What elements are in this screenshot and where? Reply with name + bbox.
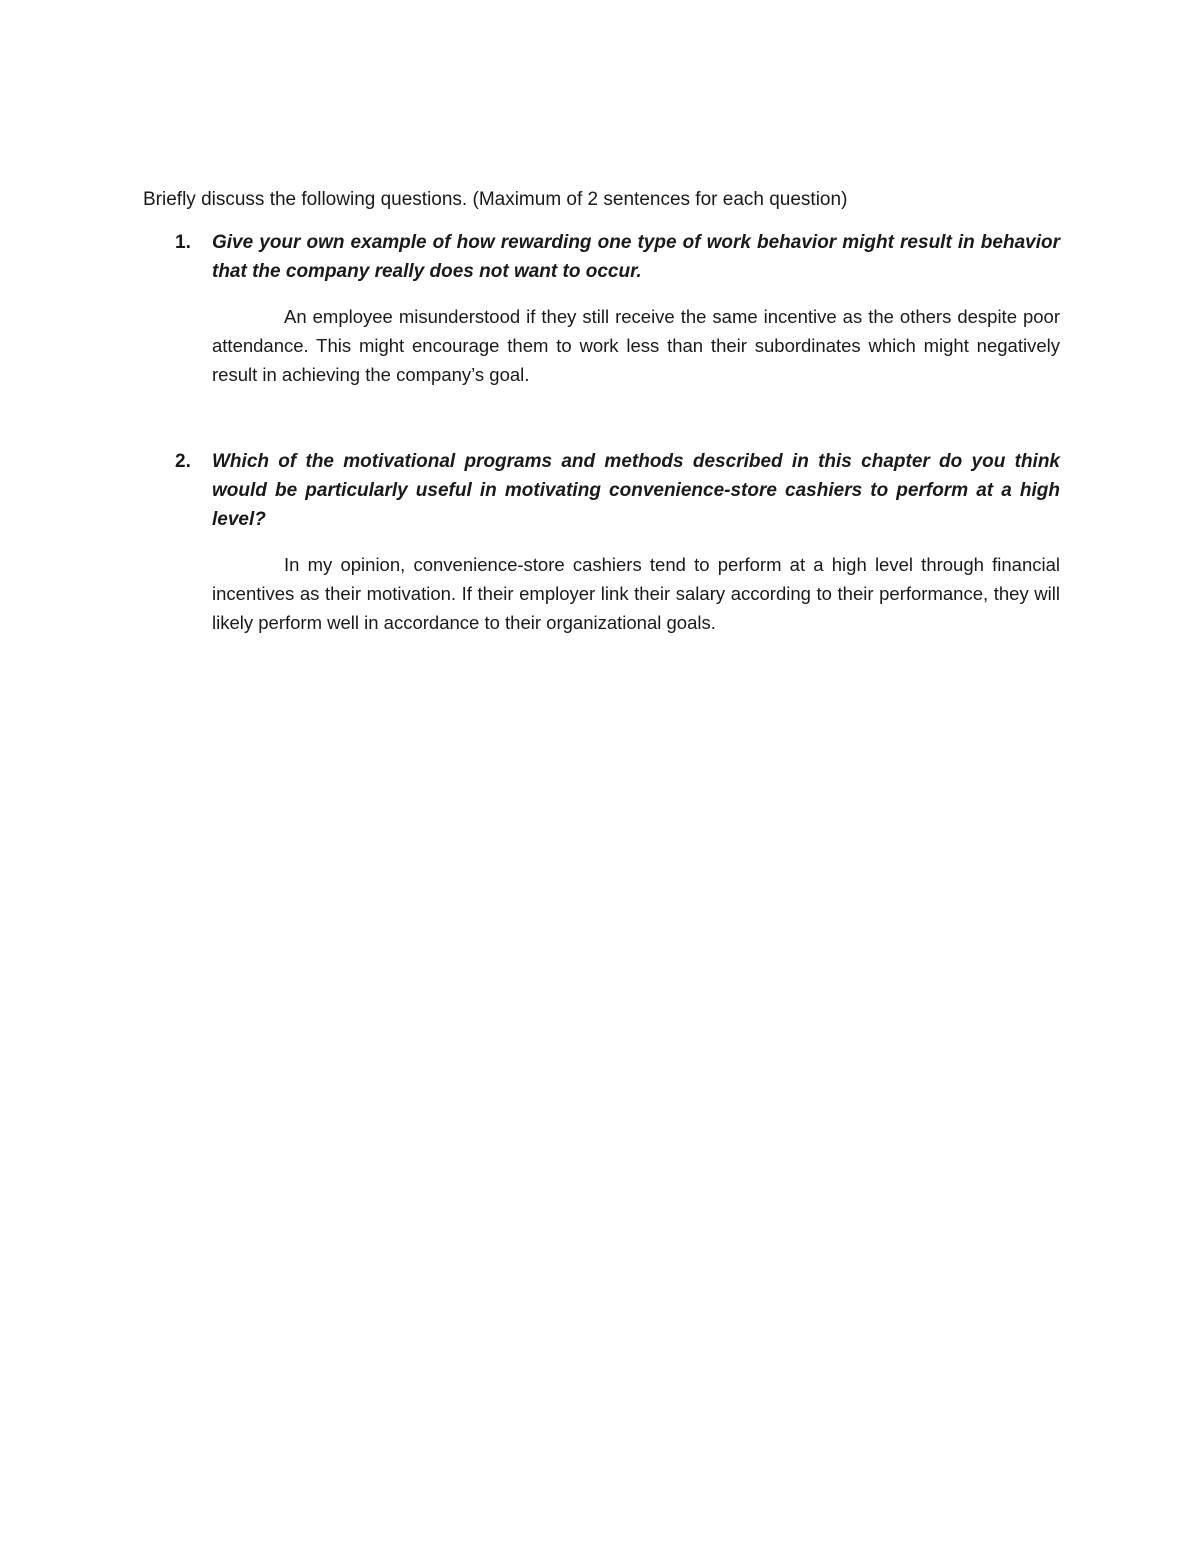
- answer-text-1: An employee misunderstood if they still receive the same incentive as the others despite poor attendance. This might encourage them to work less than their subordinates which might negatively result in achieving the company’s goal.: [212, 306, 1060, 385]
- question-item-2: [175, 447, 1060, 637]
- question-number-2: 2.: [175, 451, 191, 472]
- question-text-2: Which of the motivational programs and methods described in this chapter do you think would be particularly useful in motivating convenience-store cashiers to perform at a high level?: [212, 451, 1060, 530]
- question-item-1: [175, 228, 1060, 389]
- question-text-1: Give your own example of how rewarding one type of work behavior might result in behavior that the company really does not want to occur.: [212, 232, 1060, 282]
- answer-text-2: In my opinion, convenience-store cashiers tend to perform at a high level through financial incentives as their motivation. If their employer link their salary according to their performance, they will likely perform well in accordance to their organizational goals.: [212, 554, 1060, 633]
- instructions-text: Briefly discuss the following questions. (Maximum of 2 sentences for each question): [143, 189, 848, 210]
- question-number-1: 1.: [175, 232, 191, 253]
